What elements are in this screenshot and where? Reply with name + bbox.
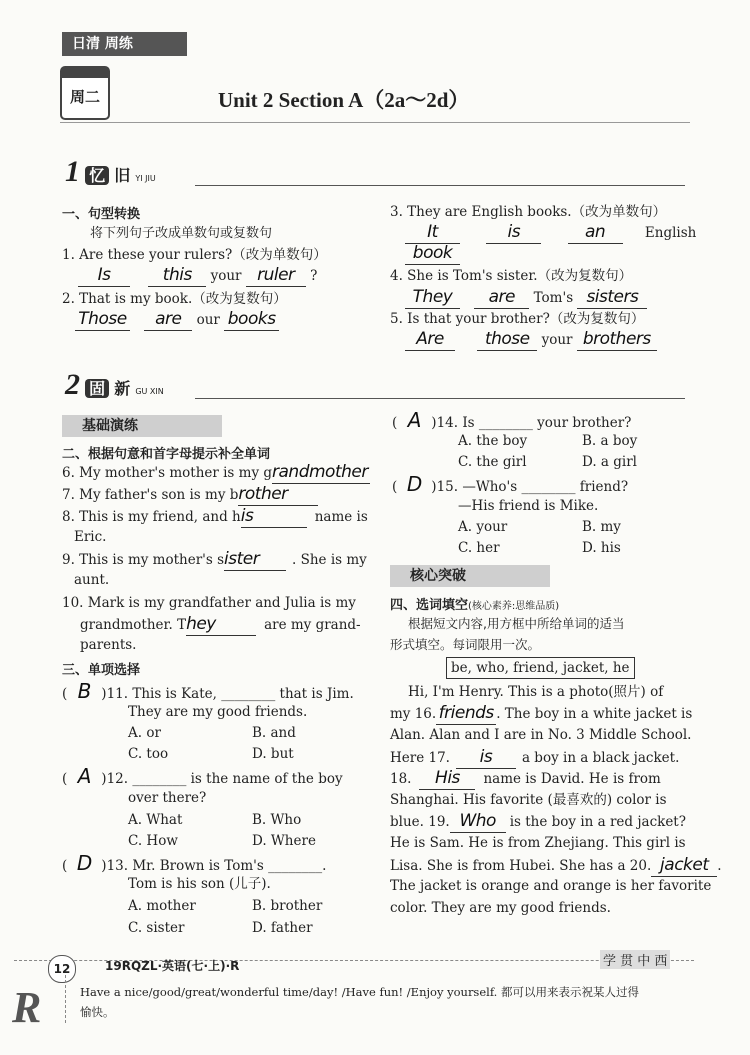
q7-text: 7. My father's son is my b [62,487,239,503]
q3-answer-c: an [568,222,623,244]
q1-word-c: your [210,268,242,284]
section1-rule [195,185,685,186]
q5-word-c: your [541,332,573,348]
q15-option-a: A. your [458,519,508,535]
page-number: 12 [48,955,76,983]
header-tag-text: 日清 周练 [72,36,133,52]
q14-option-c: C. the girl [458,454,527,470]
q6-text: 6. My mother's mother is my g [62,465,273,481]
q11-option-c: C. too [128,746,169,762]
q4-text: 4. She is Tom's sister.（改为复数句） [390,268,633,284]
section2-header [65,368,164,402]
q9-text: 9. This is my mother's s [62,552,225,568]
q15-text-b: —His friend is Mike. [458,498,599,514]
brand-logo: 学 贯 中 西 [600,950,670,969]
q2-text: 2. That is my book.（改为复数句） [62,291,287,307]
q12-text-b: over there? [128,790,207,806]
q13-option-a: A. mother [128,898,196,914]
q3-answer-a: It [405,222,460,244]
q6-answer: randmother [272,462,370,484]
q3-answer-e: book [405,243,460,265]
passage-line-6: Shanghai. His favorite (最喜欢的) color is [390,792,667,808]
section2-rule [195,398,685,399]
q5-answer-d: brothers [577,329,657,351]
section2-pinyin: GU XIN [135,387,164,396]
q1-answer-d: ruler [246,265,306,287]
part2-heading: 二、根据句意和首字母提示补全单词 [62,447,271,462]
q5-answer-a: Are [405,329,455,351]
q2-answer-line [75,309,279,331]
passage-line-7b: is the boy in a red jacket? [509,814,686,830]
q12-option-c: C. How [128,833,178,849]
q5-text: 5. Is that your brother?（改为复数句） [390,311,645,327]
passage-line-5b: name is David. He is from [483,771,661,787]
passage-line-2a: my 16. [390,706,437,722]
q12-text: 12. ________ is the name of the boy [106,771,343,787]
q11-option-b: B. and [252,725,296,741]
q15-option-d: D. his [582,540,621,556]
q5-answer-b: those [477,329,537,351]
passage-line-9a: Lisa. She is from Hubei. She has a 20. [390,858,652,874]
q18-answer: His [419,768,475,790]
part4-subheading: (核心素养:思维品质) [468,601,560,612]
q17-answer: is [456,747,516,769]
q11-option-a: A. or [128,725,161,741]
q14-option-d: D. a girl [582,454,637,470]
q2-word-c: our [196,312,220,328]
q3-answer-line [405,222,696,244]
q4-word-c: Tom's [533,290,574,306]
q8-text-c: Eric. [74,529,107,545]
passage-line-4a: Here 17. [390,750,450,766]
q11-text: 11. This is Kate, ________ that is Jim. [106,686,354,702]
q1-answer-a: Is [78,265,130,287]
day-label: 周二 [69,88,100,106]
q1-answer-b: this [148,265,206,287]
q7-answer: rother [238,484,318,506]
section1-number: 1 [65,155,80,188]
q13-option-c: C. sister [128,920,185,936]
q11-option-d: D. but [252,746,294,762]
footer-note-2: 愉快。 [80,1005,115,1019]
q4-answer-b: are [474,287,529,309]
passage-line-4b: a boy in a black jacket. [521,750,680,766]
footer-vline [65,975,66,1023]
book-code: 19RQZL·英语(七·上)·R [105,959,240,973]
q11-choice: B [77,679,91,703]
q4-answer-d: sisters [577,287,647,309]
q12-option-d: D. Where [252,833,316,849]
section1-badge: 忆 [85,166,109,185]
q13-choice: D [76,851,92,875]
q3-answer-b: is [486,222,541,244]
q2-answer-a: Those [75,309,130,331]
q3-word-d: English [644,225,697,241]
q20-answer: jacket [651,855,717,877]
basic-practice-label: 基础演练 [62,415,222,437]
q8-answer: is [241,506,307,528]
section1-title: 旧 [114,166,131,185]
section1-pinyin: YI JIU [135,174,156,183]
q10-text-d: parents. [80,637,137,653]
q14-text: 14. Is ________ your brother? [436,415,632,431]
part4-instruction-2: 形式填空。每词限用一次。 [390,637,541,652]
q15-option-b: B. my [582,519,621,535]
section1-header [65,155,156,189]
calendar-icon [60,66,110,120]
footer-note-1: Have a nice/good/great/wonderful time/day! /Have fun! /Enjoy yourself. 都可以用来表示祝某人过得 [80,985,639,999]
q15-option-c: C. her [458,540,500,556]
page-title: Unit 2 Section A（2a～2d） [218,88,470,112]
passage-line-8: He is Sam. He is from Zhejiang. This girl is [390,835,686,851]
q14-option-a: A. the boy [458,433,528,449]
q1-answer-line [78,265,317,287]
q15-choice: D [406,472,422,496]
q9-answer: ister [224,549,286,571]
part4-heading: 四、选词填空 [390,598,469,613]
q14-choice: A [407,408,421,432]
q13-text-b: Tom is his son (儿子). [128,876,271,892]
q9-text-c: aunt. [74,572,110,588]
passage-line-1: Hi, I'm Henry. This is a photo(照片) of [408,684,664,700]
q19-answer: Who [450,811,506,833]
q13-option-d: D. father [252,920,313,936]
q9-text-b: . She is my [292,552,367,568]
core-breakthrough-label: 核心突破 [390,565,550,587]
passage-line-10: The jacket is orange and orange is her favorite [390,878,712,894]
q13-option-b: B. brother [252,898,323,914]
part1-heading: 一、句型转换 [62,207,141,222]
q2-answer-b: are [144,309,192,331]
q14-option-b: B. a boy [582,433,638,449]
q12-choice: A [77,764,91,788]
q4-answer-a: They [405,287,460,309]
q3-text: 3. They are English books.（改为单数句） [390,204,667,220]
q16-answer: friends [436,703,496,725]
section2-title: 新 [114,379,131,398]
section2-badge: 固 [85,379,109,398]
q4-answer-line [405,287,647,309]
q8-text-b: name is [314,509,368,525]
q1-text: 1. Are these your rulers?（改为单数句） [62,247,327,263]
q10-answer: hey [186,614,256,636]
passage-line-7a: blue. 19. [390,814,450,830]
q1-mark: ? [310,268,318,284]
passage-line-11: color. They are my good friends. [390,900,611,916]
header-tag [62,32,187,56]
part1-instruction: 将下列句子改成单数句或复数句 [90,226,273,241]
header-divider [60,122,690,123]
q10-text: 10. Mark is my grandfather and Julia is my [62,595,356,611]
passage-line-2b: . The boy in a white jacket is [496,706,693,722]
q5-answer-line [405,329,657,351]
passage-line-5a: 18. [390,771,412,787]
part3-heading: 三、单项选择 [62,663,141,678]
word-box: be, who, friend, jacket, he [446,657,635,679]
q10-text-b: grandmother. T [80,617,187,633]
section2-number: 2 [65,368,80,401]
q13-text: 13. Mr. Brown is Tom's ________. [106,858,327,874]
q12-option-a: A. What [128,812,183,828]
part4-instruction-1: 根据短文内容,用方框中所给单词的适当 [408,616,625,631]
q11-text-b: They are my good friends. [128,704,308,720]
q15-text: 15. —Who's ________ friend? [436,479,629,495]
q12-option-b: B. Who [252,812,302,828]
q10-text-c: are my grand- [264,617,361,633]
passage-line-3: Alan. Alan and I are in No. 3 Middle School. [390,727,692,743]
q2-answer-d: books [224,309,279,331]
edition-letter: R [12,983,42,1032]
q8-text: 8. This is my friend, and h [62,509,241,525]
